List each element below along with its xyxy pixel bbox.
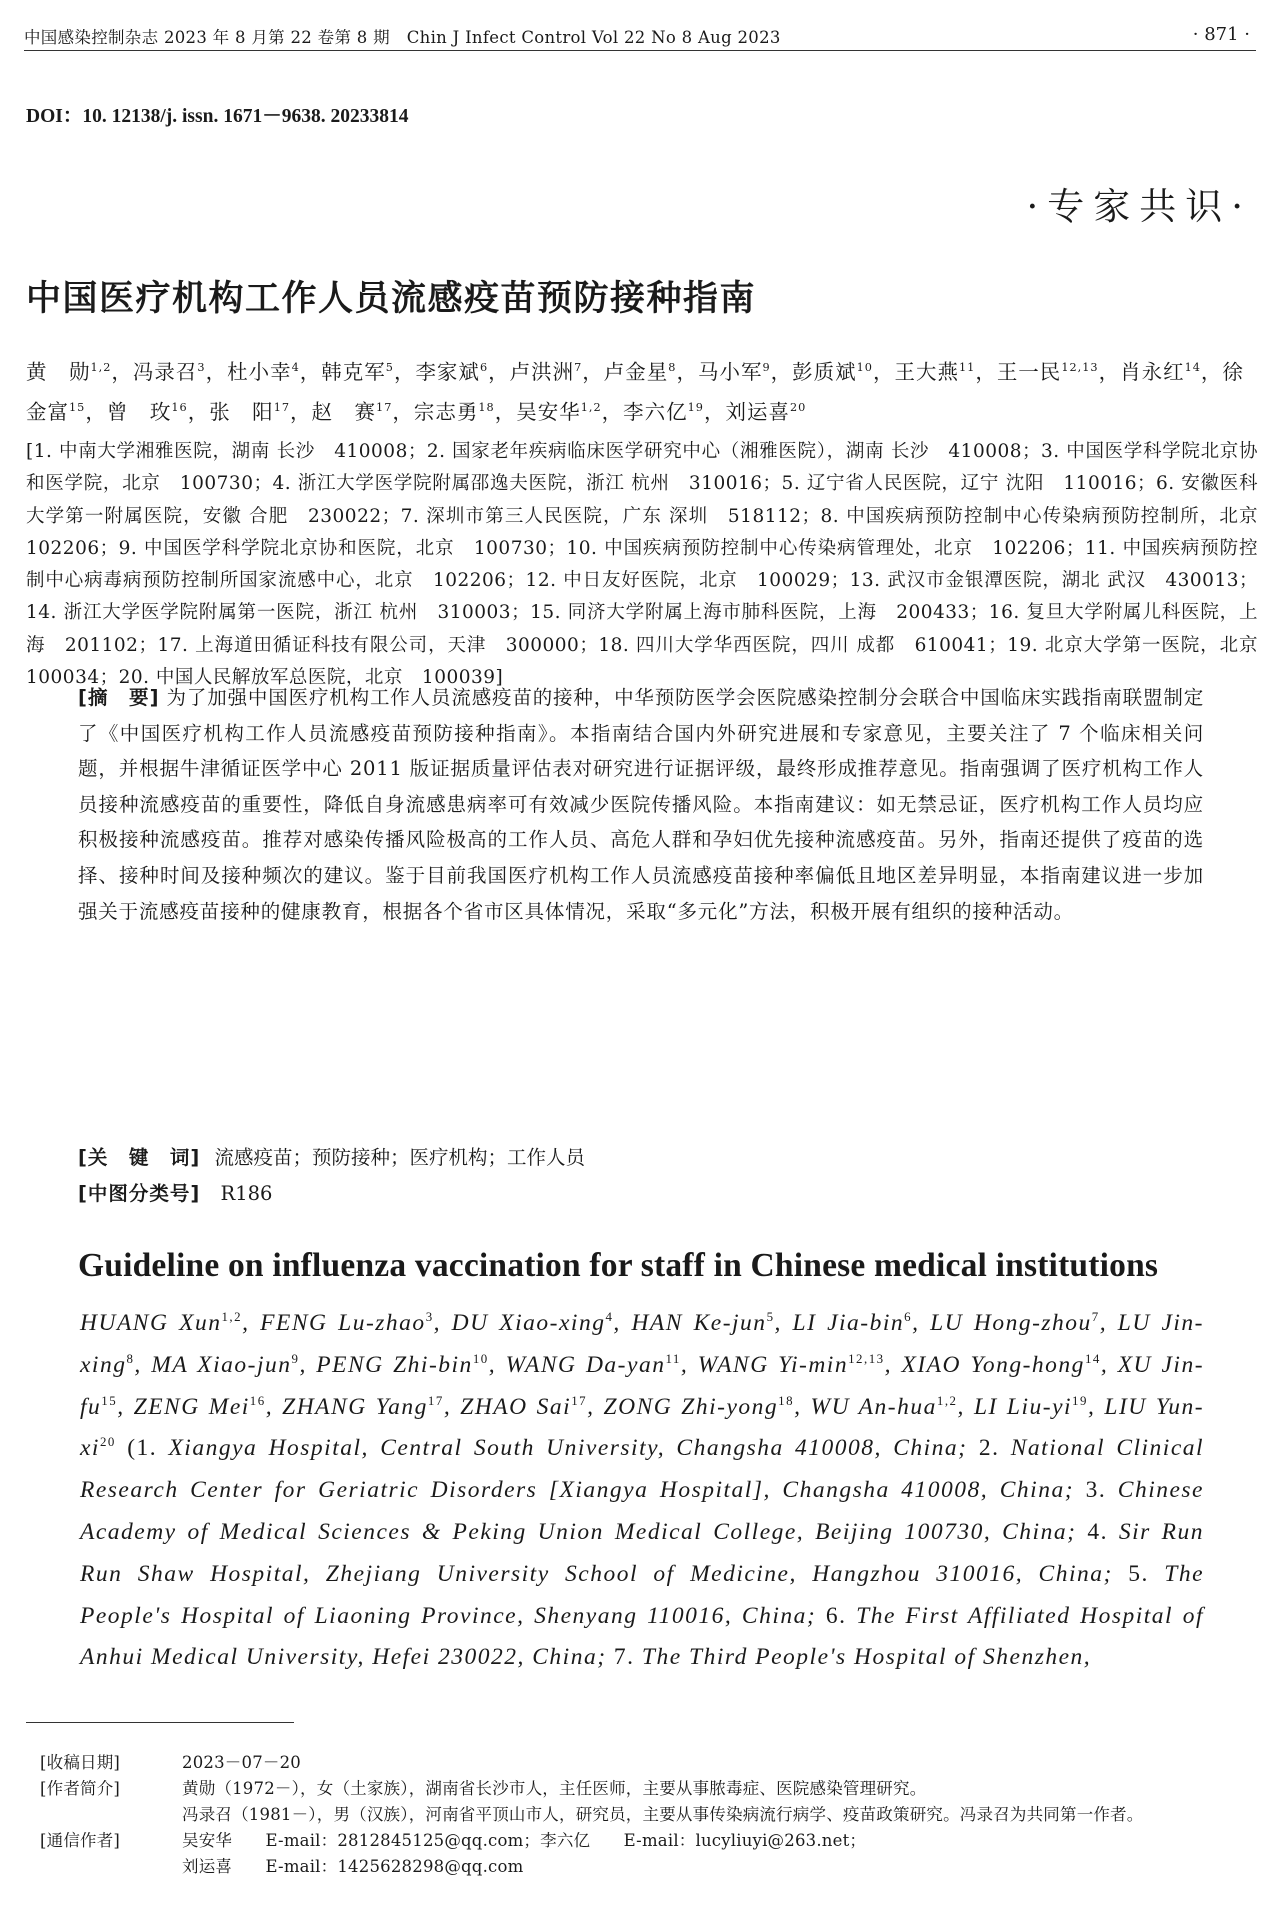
author-en-affil-ref: 12,13 <box>848 1350 885 1366</box>
author-en-affil-ref: 17 <box>571 1392 588 1408</box>
correspondence-label: [通信作者] <box>40 1831 121 1850</box>
author-en: XIAO Yong-hong <box>901 1351 1085 1378</box>
author-bio-line-1: 黄勋（1972－），女（土家族），湖南省长沙市人，主任医师，主要从事脓毒症、医院感染管理研究。 <box>182 1779 927 1798</box>
author-en: LI Jia-bin <box>792 1310 905 1336</box>
author-cn-affil-ref: 1,2 <box>580 401 602 415</box>
affiliation-en-number: 2. <box>978 1435 1000 1462</box>
author-cn: 李家斌 <box>415 360 480 384</box>
author-cn: 赵 赛 <box>311 400 377 424</box>
abstract <box>78 680 1204 929</box>
author-en: HUANG Xun <box>80 1310 222 1336</box>
clc-number <box>78 1178 272 1206</box>
author-cn-affil-ref: 12,13 <box>1061 361 1099 375</box>
clc-label: [中图分类号] <box>78 1182 201 1205</box>
affiliation-en: The First Affiliated Hospital of Anhui Medical University, Hefei 230022, China; <box>80 1602 1204 1671</box>
author-cn-affil-ref: 1,2 <box>90 361 112 375</box>
author-cn: 宗志勇 <box>413 400 479 424</box>
article-title-en: Guideline on influenza vaccination for staff in Chinese medical institutions <box>78 1247 1159 1284</box>
affiliation-en-number: 5. <box>1128 1560 1149 1587</box>
abstract-text: 为了加强中国医疗机构工作人员流感疫苗的接种，中华预防医学会医院感染控制分会联合中国临床实践指南联盟制定了《中国医疗机构工作人员流感疫苗预防接种指南》。本指南结合国内外研究进展和专家意见，主要关注了 7 个临床相关问题，并根据牛津循证医学中心 2011 版证据质量评估表对研究进行证据评级，最终形成推荐意见。指南强调了医疗机构工作人员接种流感疫苗的重要性，降低自身流感患病率可有效减少医院传播风险。本指南建议：如无禁忌证，医疗机构工作人员均应积极接种流感疫苗。推荐对感染传播风险极高的工作人员、高危人群和孕妇优先接种流感疫苗。另外，指南还提供了疫苗的选择、接种时间及接种频次的建议。鉴于目前我国医疗机构工作人员流感疫苗接种率偏低且地区差异明显，本指南建议进一步加强关于流感疫苗接种的健康教育，根据各个省市区具体情况，采取“多元化”方法，积极开展有组织的接种活动。 <box>78 686 1204 923</box>
author-cn-affil-ref: 9 <box>762 361 771 375</box>
keywords <box>78 1142 585 1170</box>
author-cn-affil-ref: 4 <box>291 361 300 375</box>
author-cn: 曾 玫 <box>106 400 172 424</box>
author-en-affil-ref: 6 <box>904 1309 913 1325</box>
affiliation-en-number: 6. <box>825 1602 847 1629</box>
author-en-affil-ref: 3 <box>425 1309 434 1325</box>
author-cn: 韩克军 <box>321 360 386 384</box>
author-cn: 吴安华 <box>516 400 581 424</box>
author-en: WU An-hua <box>810 1393 937 1420</box>
author-en-affil-ref: 4 <box>605 1309 614 1325</box>
author-cn: 彭质斌 <box>792 360 857 384</box>
author-en: LIU Yun-xi <box>80 1393 1205 1462</box>
author-cn: 刘运喜 <box>725 400 790 424</box>
author-cn-affil-ref: 7 <box>574 361 583 375</box>
correspondence-line-2: 刘运喜 E-mail：1425628298@qq.com <box>182 1857 524 1876</box>
author-cn-affil-ref: 8 <box>668 361 677 375</box>
author-en-affil-ref: 18 <box>778 1392 795 1408</box>
author-en-affil-ref: 1,2 <box>221 1309 243 1325</box>
author-cn: 卢金星 <box>603 360 669 384</box>
author-en: ZENG Mei <box>133 1393 250 1420</box>
affiliation-en: Sir Run Run Shaw Hospital, Zhejiang University School of Medicine, Hangzhou 310016, China; <box>80 1518 1205 1587</box>
author-cn-affil-ref: 19 <box>687 401 704 415</box>
author-cn-affil-ref: 17 <box>376 401 393 415</box>
section-label: ·专家共识· <box>1026 185 1252 228</box>
author-cn-affil-ref: 5 <box>385 361 394 375</box>
author-cn-affil-ref: 3 <box>197 361 206 375</box>
author-cn: 杜小幸 <box>227 360 292 384</box>
author-en-affil-ref: 7 <box>1091 1309 1100 1325</box>
affiliation-en: The People's Hospital of Liaoning Province, Shenyang 110016, China; <box>80 1560 1205 1629</box>
author-cn-affil-ref: 10 <box>856 361 873 375</box>
author-cn: 李六亿 <box>623 400 688 424</box>
footnote-rule <box>26 1722 294 1723</box>
received-date: 2023－07－20 <box>182 1753 301 1772</box>
author-cn-affil-ref: 15 <box>69 401 86 415</box>
affiliation-en-number: 3. <box>1085 1477 1107 1504</box>
author-cn-affil-ref: 17 <box>273 401 291 415</box>
author-cn-affil-ref: 6 <box>479 361 489 375</box>
author-en: HAN Ke-jun <box>631 1310 767 1336</box>
author-en: XU Jin-fu <box>80 1351 1205 1420</box>
affiliation-en: The Third People's Hospital of Shenzhen, <box>641 1644 1092 1671</box>
affiliation-en-number: 1. <box>136 1435 158 1462</box>
affiliation-en: National Clinical Research Center for Geriatric Disorders [Xiangya Hospital], Changsha 410008, China; <box>80 1435 1205 1504</box>
author-cn: 冯录召 <box>132 360 198 384</box>
keywords-text: 流感疫苗；预防接种；医疗机构；工作人员 <box>214 1146 586 1169</box>
abstract-label: [摘 要] <box>78 686 160 709</box>
author-bio-line-2: 冯录召（1981－），男（汉族），河南省平顶山市人，研究员，主要从事传染病流行病学、疫苗政策研究。冯录召为共同第一作者。 <box>182 1805 1144 1824</box>
author-bio-label: [作者简介] <box>40 1779 121 1798</box>
author-en: PENG Zhi-bin <box>316 1351 473 1378</box>
author-en: LU Jin-xing <box>80 1310 1205 1378</box>
author-cn-affil-ref: 11 <box>958 361 976 375</box>
author-cn-affil-ref: 16 <box>171 401 188 415</box>
author-cn: 张 阳 <box>209 400 274 424</box>
author-list-cn: 黄 勋$^{1,2}$，冯录召$^3$，杜小幸$^4$，韩克军$^5$，李家斌$^6$，卢洪洲$^7$，卢金星$^8$，马小军$^9$，彭质斌$^{10}$，王大燕$^{11}$，王一民$^{12,13}$，肖永红$^{14}$，徐金富$^{15}$，曾 玫$^{16}$，张 阳$^{17}$，赵 赛$^{17}$，宗志勇$^{18}$，吴安华$^{1,2}$，李六亿$^{19}$，刘运喜$^{20}$ <box>26 360 1244 424</box>
keywords-label: [关 键 词] <box>78 1146 201 1169</box>
footnote-correspondence <box>40 1828 866 1854</box>
doi: DOI：10. 12138/j. issn. 1671－9638. 20233814 <box>26 106 409 127</box>
author-en: WANG Yi-min <box>697 1351 849 1378</box>
affiliation-en: Xiangya Hospital, Central South University, Changsha 410008, China; <box>168 1435 968 1462</box>
author-cn: 徐金富 <box>26 360 1244 424</box>
affiliation-en-number: 7. <box>613 1644 635 1671</box>
author-en-affil-ref: 5 <box>766 1309 775 1325</box>
received-label: [收稿日期] <box>40 1753 121 1772</box>
author-en: DU Xiao-xing <box>451 1310 606 1336</box>
affiliations-cn: [1. 中南大学湘雅医院，湖南 长沙 410008；2. 国家老年疾病临床医学研究中心（湘雅医院），湖南 长沙 410008；3. 中国医学科学院北京协和医学院，北京 100730；4. 浙江大学医学院附属邵逸夫医院，浙江 杭州 310016；5. 辽宁省人民医院，辽宁 沈阳 110016；6. 安徽医科大学第一附属医院，安徽 合肥 230022；7. 深圳市第三人民医院，广东 深圳 518112；8. 中国疾病预防控制中心传染病预防控制所，北京 102206；9. 中国医学科学院北京协和医院，北京 100730；10. 中国疾病预防控制中心传染病管理处，北京 102206；11. 中国疾病预防控制中心病毒病预防控制所国家流感中心，北京 102206；12. 中日友好医院，北京 100029；13. 武汉市金银潭医院，湖北 武汉 430013；14. 浙江大学医学院附属第一医院，浙江 杭州 310003；15. 同济大学附属上海市肺科医院，上海 200433；16. 复旦大学附属儿科医院，上海 201102；17. 上海道田循证科技有限公司，天津 300000；18. 四川大学华西医院，四川 成都 610041；19. 北京大学第一医院，北京 100034；20. 中国人民解放军总医院，北京 100039] <box>26 441 1278 689</box>
author-cn: 马小军 <box>697 360 763 384</box>
author-en: FENG Lu-zhao <box>260 1310 426 1336</box>
author-en: WANG Da-yan <box>505 1351 666 1378</box>
header-rule <box>24 50 1256 51</box>
author-en: LI Liu-yi <box>973 1393 1073 1420</box>
footnote-received <box>40 1750 301 1776</box>
author-affiliation-en: HUANG Xun$^{1,2}$, FENG Lu-zhao$^3$, DU Xiao-xing$^4$, HAN Ke-jun$^5$, LI Jia-bin$^6$, LU Hong-zhou$^7$, LU Jin-xing$^8$, MA Xiao-jun$^9$, PENG Zhi-bin$^{10}$, WANG Da-yan$^{11}$, WANG $Yi-\min^{12,13}$, XIAO Yong-hong$^{14}$, XU Jin-$fu^{15}$, ZENG Mei$^{16}$, ZHANG Yang$^{17}$, ZHAO Sai$^{17}$, ZONG Zhi-yong$^{18}$, WU An-hua$^{1,2}$, LI Liu-$yi^{19}$, LIU Yun-$xi^{20}$ (1. Xiangya Hospital, Central South University, Changsha 410008, China; 2. National Clinical Research Center for Geriatric Disorders [Xiangya Hospital], Changsha 410008, China; 3. Chinese Academy of Medical Sciences & Peking Union Medical College, Beijing 100730, China; 4. Sir Run Run Shaw Hospital, Zhejiang University School of Medicine, Hangzhou 310016, China; 5. The People's Hospital of Liaoning Province, Shenyang 110016, China; 6. The First Affiliated Hospital of Anhui Medical University, Hefei 230022, China; 7. The Third People's Hospital of Shenzhen, <box>80 1309 1205 1671</box>
author-cn: 黄 勋 <box>26 360 91 384</box>
author-en: LU Hong-zhou <box>930 1310 1092 1336</box>
clc-text: R186 <box>220 1182 273 1205</box>
affiliation-en-number: 4. <box>1087 1518 1108 1545</box>
author-en-affil-ref: 14 <box>1084 1350 1101 1366</box>
author-en: ZONG Zhi-yong <box>603 1393 779 1420</box>
author-en: ZHANG Yang <box>282 1393 428 1420</box>
page-number: · 871 · <box>1192 24 1250 45</box>
author-en-affil-ref: 10 <box>472 1350 489 1366</box>
running-header: 中国感染控制杂志 2023 年 8 月第 22 卷第 8 期 Chin J Infect Control Vol 22 No 8 Aug 2023 <box>24 28 781 47</box>
author-en-affil-ref: 17 <box>427 1392 444 1408</box>
author-cn: 卢洪洲 <box>509 360 575 384</box>
footnote-author-bio <box>40 1776 926 1802</box>
author-en-affil-ref: 11 <box>665 1350 681 1366</box>
affiliation-en: Chinese Academy of Medical Sciences & Peking Union Medical College, Beijing 100730, China; <box>80 1477 1204 1545</box>
author-cn-affil-ref: 20 <box>789 401 807 415</box>
author-en-affil-ref: 15 <box>101 1392 118 1408</box>
author-cn: 肖永红 <box>1120 360 1185 384</box>
author-en-affil-ref: 9 <box>291 1350 300 1366</box>
article-title-cn: 中国医疗机构工作人员流感疫苗预防接种指南 <box>26 279 757 319</box>
author-en-affil-ref: 1,2 <box>936 1392 958 1408</box>
author-en-affil-ref: 16 <box>249 1392 266 1408</box>
author-cn: 王一民 <box>996 360 1062 384</box>
author-en-affil-ref: 20 <box>99 1434 116 1450</box>
author-en-affil-ref: 8 <box>126 1350 135 1366</box>
author-en-affil-ref: 19 <box>1072 1392 1088 1408</box>
author-cn-affil-ref: 18 <box>478 401 495 415</box>
author-en: MA Xiao-jun <box>151 1351 292 1378</box>
author-cn: 王大燕 <box>894 360 959 384</box>
correspondence-line-1: 吴安华 E-mail：2812845125@qq.com；李六亿 E-mail：lucyliuyi@263.net； <box>182 1831 867 1850</box>
author-en: ZHAO Sai <box>460 1393 572 1420</box>
author-cn-affil-ref: 14 <box>1184 361 1201 375</box>
